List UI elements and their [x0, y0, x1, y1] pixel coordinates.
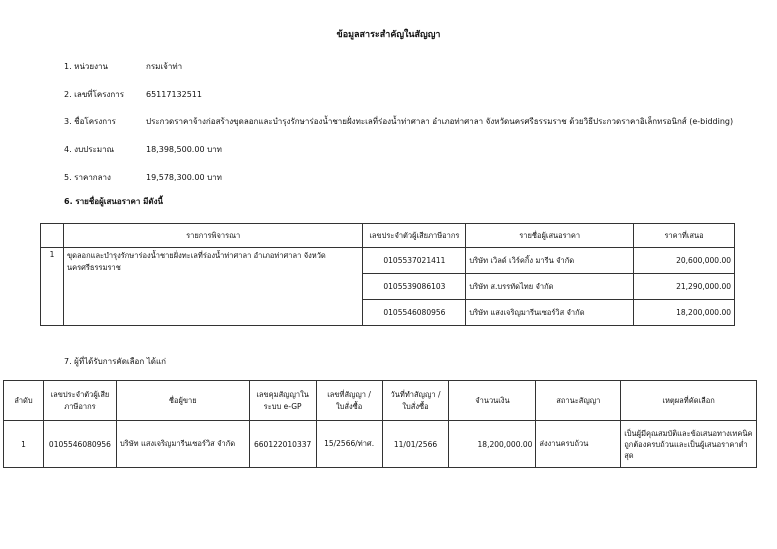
field-project-number: [64, 88, 202, 101]
bidder-price: 20,600,000.00: [634, 248, 735, 274]
bidder-price: 21,290,000.00: [634, 274, 735, 300]
field-agency-label: 1. หน่วยงาน: [64, 62, 108, 71]
winner-header-tax-id: เลขประจำตัวผู้เสียภาษีอากร: [43, 381, 116, 421]
bidder-tax-id: 0105546080956: [363, 300, 466, 326]
winner-no: 1: [4, 421, 44, 468]
winner-contract-no: 15/2566/ท่าศ.: [316, 421, 382, 468]
section-6-heading: 6. รายชื่อผู้เสนอราคา มีดังนี้: [64, 197, 163, 206]
winner-tax-id: 0105546080956: [43, 421, 116, 468]
bidder-name: บริษัท แสงเจริญมารีนเซอร์วิส จำกัด: [466, 300, 634, 326]
field-reference-price: [64, 171, 222, 184]
winner-table: [3, 380, 757, 468]
bidders-header-no: [41, 224, 64, 248]
page-title: ข้อมูลสาระสำคัญในสัญญา: [336, 30, 441, 40]
bidders-header-item: รายการพิจารณา: [63, 224, 362, 248]
winner-egp-no: 660122010337: [249, 421, 316, 468]
field-reference-price-label: 5. ราคากลาง: [64, 173, 111, 182]
field-project-name-value: ประกวดราคาจ้างก่อสร้างขุดลอกและบำรุงรักษาร่องน้ำชายฝั่งทะเลที่ร่องน้ำท่าศาลา อำเภอท่าศาลา จังหวัดนครศรีธรรมราช ด้วยวิธีประกวดราคาอิเล็กทรอนิกส์ (e-bidding): [146, 117, 734, 126]
winner-header-contract-no: เลขที่สัญญา / ใบสั่งซื้อ: [316, 381, 382, 421]
field-budget: [64, 143, 222, 156]
winner-header-status: สถานะสัญญา: [536, 381, 621, 421]
winner-reason: เป็นผู้มีคุณสมบัติและข้อเสนอทางเทคนิคถูกต้องครบถ้วนและเป็นผู้เสนอราคาต่ำสุด: [621, 421, 757, 468]
winner-header-amount: จำนวนเงิน: [449, 381, 536, 421]
field-project-name: [64, 115, 733, 128]
bidder-name: บริษัท ส.บรรทัดไทย จำกัด: [466, 274, 634, 300]
bidder-price: 18,200,000.00: [634, 300, 735, 326]
bidders-header-price: ราคาที่เสนอ: [634, 224, 735, 248]
field-project-name-label: 3. ชื่อโครงการ: [64, 117, 116, 126]
bidders-item-description: ขุดลอกและบำรุงรักษาร่องน้ำชายฝั่งทะเลที่ร่องน้ำท่าศาลา อำเภอท่าศาลา จังหวัดนครศรีธรรมราช: [63, 248, 362, 326]
field-agency: [64, 60, 182, 73]
bidder-name: บริษัท เวิลด์ เวิร์คกิ้ง มารีน จำกัด: [466, 248, 634, 274]
field-budget-value: 18,398,500.00 บาท: [146, 145, 222, 154]
section-7-heading: 7. ผู้ที่ได้รับการคัดเลือก ได้แก่: [64, 357, 166, 366]
field-budget-label: 4. งบประมาณ: [64, 145, 115, 154]
bidders-item-no: 1: [41, 248, 64, 326]
winner-header-reason: เหตุผลที่คัดเลือก: [621, 381, 757, 421]
field-agency-value: กรมเจ้าท่า: [146, 62, 183, 71]
bidders-header-name: รายชื่อผู้เสนอราคา: [466, 224, 634, 248]
table-row: [4, 421, 757, 468]
table-row: [41, 248, 735, 274]
winner-date: 11/01/2566: [382, 421, 449, 468]
field-reference-price-value: 19,578,300.00 บาท: [146, 173, 222, 182]
bidder-tax-id: 0105539086103: [363, 274, 466, 300]
bidders-header-row: [41, 224, 735, 248]
winner-header-no: ลำดับ: [4, 381, 44, 421]
winner-vendor: บริษัท แสงเจริญมารีนเซอร์วิส จำกัด: [116, 421, 249, 468]
bidder-tax-id: 0105537021411: [363, 248, 466, 274]
field-project-number-value: 65117132511: [146, 90, 202, 99]
winner-header-vendor: ชื่อผู้ขาย: [116, 381, 249, 421]
winner-header-date: วันที่ทำสัญญา / ใบสั่งซื้อ: [382, 381, 449, 421]
winner-header-row: [4, 381, 757, 421]
winner-status: ส่งงานครบถ้วน: [536, 421, 621, 468]
bidders-header-tax-id: เลขประจำตัวผู้เสียภาษีอากร: [363, 224, 466, 248]
bidders-table: [40, 223, 735, 326]
winner-amount: 18,200,000.00: [449, 421, 536, 468]
winner-header-egp-no: เลขคุมสัญญาในระบบ e-GP: [249, 381, 316, 421]
field-project-number-label: 2. เลขที่โครงการ: [64, 90, 125, 99]
